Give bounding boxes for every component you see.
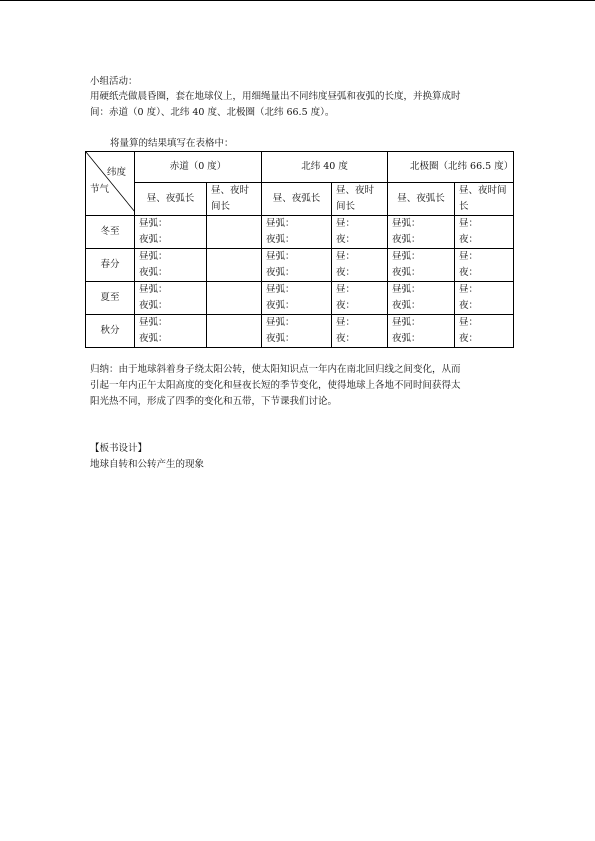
table-row-spring-equinox — [86, 249, 514, 282]
corner-diagonal-line — [86, 152, 135, 212]
n40-arc-cell — [262, 315, 332, 348]
equator-arc-cell — [135, 315, 207, 348]
header-corner-cell — [86, 152, 135, 216]
equator-arc-cell — [135, 216, 207, 249]
arctic-time-cell — [455, 282, 514, 315]
subheader-arc: 昼、夜弧长 — [388, 183, 455, 216]
table-instruction: 将量算的结果填写在表格中： — [110, 138, 234, 149]
top-border-line — [0, 0, 595, 1]
day-time-label: 昼： — [336, 218, 356, 229]
conclusion-line-2: 引起一年内正午太阳高度的变化和昼夜长短的季节变化，使得地球上各地不同时间获得太 — [90, 380, 461, 391]
n40-arc-cell — [262, 282, 332, 315]
day-time-label: 昼： — [459, 317, 479, 328]
board-design-heading: 【板书设计】 — [90, 443, 148, 454]
day-arc-label: 昼弧： — [392, 317, 421, 328]
night-arc-label: 夜弧： — [392, 333, 421, 344]
header-arctic-circle — [388, 152, 514, 183]
night-arc-label: 夜弧： — [392, 300, 421, 311]
subheader-time: 昼、夜时间长 — [332, 183, 388, 216]
n40-time-cell — [332, 282, 388, 315]
subheader-arc: 昼、夜弧长 — [135, 183, 207, 216]
day-arc-label: 昼弧： — [266, 218, 295, 229]
day-arc-label: 昼弧： — [139, 284, 168, 295]
equator-time-cell — [207, 216, 262, 249]
night-time-label: 夜： — [459, 234, 479, 245]
day-time-label: 昼： — [336, 284, 356, 295]
arctic-arc-cell — [388, 282, 455, 315]
equator-time-cell — [207, 282, 262, 315]
night-time-label: 夜： — [336, 267, 356, 278]
night-arc-label: 夜弧： — [392, 267, 421, 278]
day-time-label: 昼： — [336, 251, 356, 262]
day-time-label: 昼： — [336, 317, 356, 328]
day-time-label: 昼： — [459, 218, 479, 229]
day-arc-label: 昼弧： — [266, 284, 295, 295]
equator-arc-cell — [135, 249, 207, 282]
corner-label-solar-term: 节气 — [90, 184, 110, 195]
table-row-winter-solstice — [86, 216, 514, 249]
corner-label-latitude: 纬度 — [106, 167, 126, 178]
day-arc-label: 昼弧： — [392, 218, 421, 229]
day-arc-label: 昼弧： — [392, 251, 421, 262]
header-north-40: 北纬 40 度 — [262, 152, 388, 183]
table-row-autumn-equinox — [86, 315, 514, 348]
header-equator: 赤道（0 度） — [135, 152, 262, 183]
night-arc-label: 夜弧： — [139, 333, 168, 344]
day-time-label: 昼： — [459, 251, 479, 262]
arctic-time-cell — [455, 315, 514, 348]
equator-time-cell — [207, 315, 262, 348]
night-arc-label: 夜弧： — [266, 300, 295, 311]
day-arc-label: 昼弧： — [139, 317, 168, 328]
conclusion-paragraph — [90, 362, 515, 410]
activity-title: 小组活动： — [90, 76, 138, 87]
night-time-label: 夜： — [336, 234, 356, 245]
conclusion-line-1: 归纳：由于地球斜着身子绕太阳公转，使太阳知识点一年内在南北回归线之间变化，从而 — [90, 364, 461, 375]
arctic-arc-cell — [388, 216, 455, 249]
day-arc-label: 昼弧： — [392, 284, 421, 295]
subheader-time: 昼、夜时间长 — [207, 183, 262, 216]
night-arc-label: 夜弧： — [266, 333, 295, 344]
n40-time-cell — [332, 216, 388, 249]
night-arc-label: 夜弧： — [139, 300, 168, 311]
night-arc-label: 夜弧： — [139, 267, 168, 278]
activity-line-1: 用硬纸壳做晨昏圈，套在地球仪上，用细绳量出不同纬度昼弧和夜弧的长度，并换算成时 — [90, 91, 461, 102]
arctic-time-cell — [455, 216, 514, 249]
night-time-label: 夜： — [336, 333, 356, 344]
night-time-label: 夜： — [459, 267, 479, 278]
day-arc-label: 昼弧： — [266, 251, 295, 262]
n40-arc-cell — [262, 249, 332, 282]
board-design-title: 地球自转和公转产生的现象 — [90, 459, 205, 470]
activity-line-2: 间：赤道（0 度）、北纬 40 度、北极圈（北纬 66.5 度）。 — [90, 107, 335, 118]
day-arc-label: 昼弧： — [139, 251, 168, 262]
arctic-time-cell — [455, 249, 514, 282]
n40-time-cell — [332, 315, 388, 348]
n40-arc-cell — [262, 216, 332, 249]
night-time-label: 夜： — [459, 333, 479, 344]
night-arc-label: 夜弧： — [266, 234, 295, 245]
day-arc-label: 昼弧： — [139, 218, 168, 229]
night-arc-label: 夜弧： — [139, 234, 168, 245]
season-label: 春分 — [86, 249, 135, 282]
activity-description — [90, 89, 515, 121]
measurement-table — [85, 151, 514, 348]
conclusion-line-3: 阳光热不同，形成了四季的变化和五带，下节课我们讨论。 — [90, 396, 338, 407]
day-time-label: 昼： — [459, 284, 479, 295]
n40-time-cell — [332, 249, 388, 282]
night-arc-label: 夜弧： — [266, 267, 295, 278]
table-row-summer-solstice — [86, 282, 514, 315]
day-arc-label: 昼弧： — [266, 317, 295, 328]
night-time-label: 夜： — [459, 300, 479, 311]
night-arc-label: 夜弧： — [392, 234, 421, 245]
subheader-arc: 昼、夜弧长 — [262, 183, 332, 216]
season-label: 夏至 — [86, 282, 135, 315]
arctic-arc-cell — [388, 249, 455, 282]
subheader-time: 昼、夜时间长 — [455, 183, 514, 216]
season-label: 秋分 — [86, 315, 135, 348]
night-time-label: 夜： — [336, 300, 356, 311]
header-arctic-circle-text: 北极圈（北纬 66.5 度） — [410, 161, 514, 172]
arctic-arc-cell — [388, 315, 455, 348]
equator-arc-cell — [135, 282, 207, 315]
season-label: 冬至 — [86, 216, 135, 249]
equator-time-cell — [207, 249, 262, 282]
